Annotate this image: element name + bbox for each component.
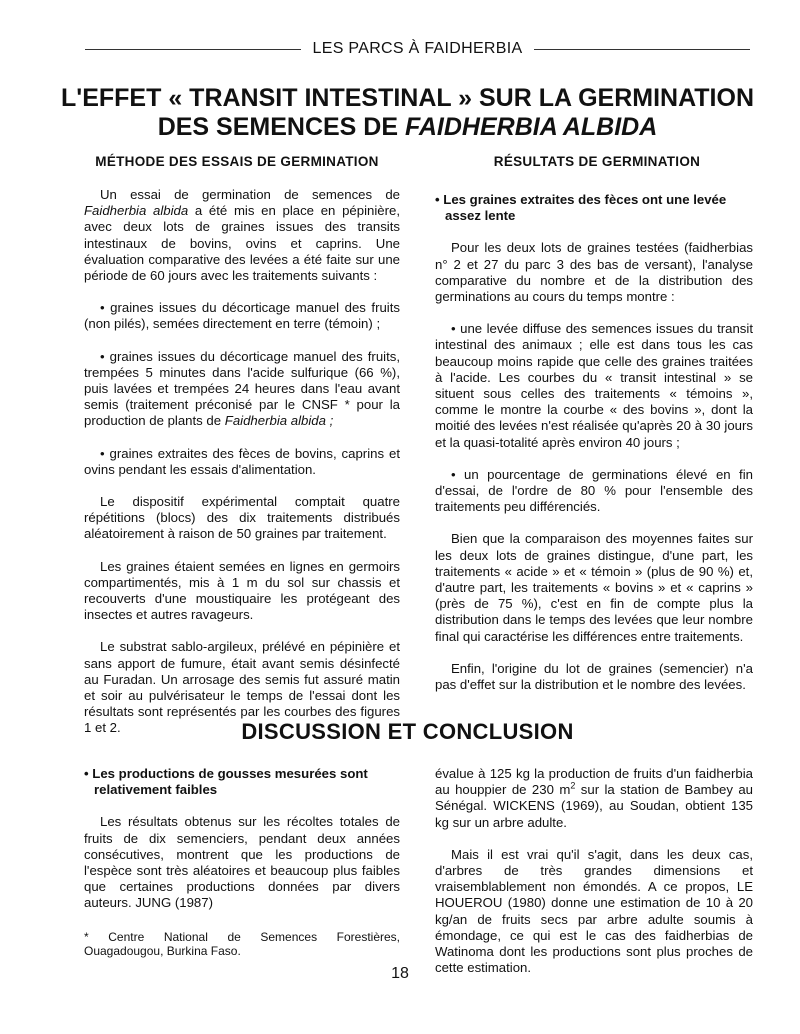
species-name: Faidherbia albida <box>84 203 189 219</box>
discussion-text-end: sur la station de Bambey au Sénégal. WICKENS (1969), au Soudan, obtient 135 kg sur un arbre adulte. <box>435 782 753 830</box>
results-paragraph: Bien que la comparaison des moyennes faites sur les deux lots de graines distingue, d'une part, les traitements « acide » et « témoin » (plus de 90 %) et, d'autre part, les traitements « bovins » et « caprins » (près de 75 %), c'est en fin de compte plus la distribution dans le temps des levées que leur nombre final qui caractérise les différences entre traitements. <box>435 531 753 644</box>
results-paragraph: Enfin, l'origine du lot de graines (semencier) n'a pas d'effet sur la distribution et le nombre des levées. <box>435 660 753 693</box>
discussion-paragraph: Les résultats obtenus sur les récoltes totales de fruits de dix semenciers, pendant deux années consécutives, montrent que les productions de l'espèce sont très aléatoires et beaucoup plus faibles que certaines productions données par divers auteurs. JUNG (1987) <box>84 814 400 911</box>
results-bullet-title: • Les graines extraites des fèces ont une levée assez lente <box>435 192 727 224</box>
methods-paragraph: Le dispositif expérimental comptait quatre répétitions (blocs) des dix traitements distribués aléatoirement à raison de 50 graines par traitement. <box>84 494 400 542</box>
discussion-paragraph: Mais il est vrai qu'il s'agit, dans les deux cas, d'arbres de très grandes dimensions et vraisemblablement non émondés. A ce propos, LE HOUEROU (1980) donne une estimation de 10 à 20 kg/an de fruits secs par arbre adulte soumis à émondage, ce qui est le cas des faidherbias de Watinoma dont les productions sont plus proches de cette estimation. <box>435 846 753 976</box>
running-head-text: LES PARCS À FAIDHERBIA <box>312 40 523 57</box>
discussion-bullet-title: • Les productions de gousses mesurées sont relativement faibles <box>84 766 368 798</box>
treatment-item <box>84 349 400 430</box>
methods-paragraph: Le substrat sablo-argileux, prélévé en pépinière et sans apport de fumure, était avant semis désinfecté au Furadan. Un arrosage des semis fut assuré matin et soir au pulvérisateur le temps de l'essai dont les résultats sont représentés par les courbes des figures 1 et 2. <box>84 639 400 736</box>
results-heading: RÉSULTATS DE GERMINATION <box>493 154 701 169</box>
discussion-text: évalue à 125 kg la production de fruits d'un faidherbia au houppier de 230 m <box>435 766 753 798</box>
discussion-heading: DISCUSSION ET CONCLUSION <box>241 719 574 744</box>
superscript: 2 <box>570 780 576 791</box>
species-name: Faidherbia albida ; <box>224 413 334 429</box>
methods-paragraph: Les graines étaient semées en lignes en germoirs compartimentés, mis à 1 m du sol sur chassis et recouverts d'une moustiquaire les protégeant des insectes et autres ravageurs. <box>84 558 400 623</box>
discussion-left-column <box>84 766 400 975</box>
page-number: 18 <box>391 965 409 982</box>
rule-left <box>85 49 301 50</box>
results-paragraph: Pour les deux lots de graines testées (faidherbias n° 2 et 27 du parc 3 des bas de versant), l'analyse comparative du nombre et de la distribution des germinations au cours du temps montre : <box>435 240 753 305</box>
discussion-paragraph <box>435 766 753 831</box>
title-line-2-prefix: DES SEMENCES DE <box>157 113 405 141</box>
methods-column <box>84 187 400 753</box>
discussion-right-column <box>435 766 753 992</box>
title-species: FAIDHERBIA ALBIDA <box>404 113 658 141</box>
methods-heading: MÉTHODE DES ESSAIS DE GERMINATION <box>95 154 379 169</box>
methods-p1-text-end: a été mis en place en pépinière, avec deux lots de graines issues des transits intestinaux de bovins, ovins et caprins. Une évaluation comparative des levées a été faite sur une période de 60 jours avec les traitements suivants : <box>84 203 400 284</box>
treatment-item: • graines extraites des fèces de bovins, caprins et ovins pendant les essais d'alimentation. <box>84 445 400 477</box>
results-column <box>435 192 753 709</box>
title-line-1: L'EFFET « TRANSIT INTESTINAL » SUR LA GERMINATION <box>61 84 754 112</box>
results-item: • un pourcentage de germinations élevé en fin d'essai, de l'ordre de 80 % pour l'ensemble des traitements peu différenciés. <box>435 466 753 515</box>
footnote: * Centre National de Semences Forestières, Ouagadougou, Burkina Faso. <box>84 929 400 959</box>
treatment-text: • graines issues du décorticage manuel des fruits, trempées 5 minutes dans l'acide sulfurique (66 %), puis lavées et trempées 24 heures dans l'eau avant semis (traitement préconisé par le CNSF * pour la production de plants de <box>84 348 400 429</box>
treatment-item: • graines issues du décorticage manuel des fruits (non pilés), semées directement en terre (témoin) ; <box>84 300 400 332</box>
rule-right <box>534 49 750 50</box>
methods-paragraph <box>84 187 400 284</box>
article-title <box>40 84 775 142</box>
running-head <box>85 40 750 58</box>
results-item: • une levée diffuse des semences issues du transit intestinal des animaux ; elle est dans tous les cas beaucoup moins rapide que celle des graines traitées à l'acide. Les courbes du « transit intestinal » se situent sous celles des traitements « témoins », comme le montre la courbe « des bovins », dont la moitié des levées n'est réalisée qu'après 20 à 30 jours et la quasi-totalité après environ 40 jours ; <box>435 321 753 450</box>
methods-p1-text: Un essai de germination de semences de <box>100 187 400 202</box>
